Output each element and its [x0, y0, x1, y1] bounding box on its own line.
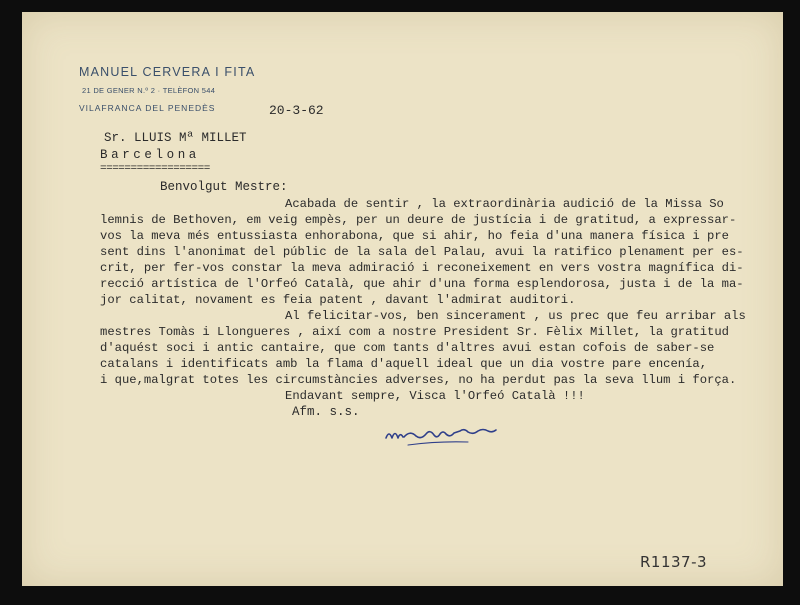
letterhead-city: VILAFRANCA DEL PENEDÈS: [79, 103, 216, 113]
archive-reference: R1137-3: [640, 553, 708, 571]
body-line: vos la meva més entussiasta enhorabona, que si ahir, ho feia d'una manera física i pre: [100, 229, 729, 243]
body-line: i que,malgrat totes les circumstàncies adverses, no ha perdut pas la seva llum i força.: [100, 373, 737, 387]
body-line: Acabada de sentir , la extraordinària audició de la Missa So: [285, 197, 724, 211]
body-line: jor calitat, novament es feia patent , davant l'admirat auditori.: [100, 293, 576, 307]
body-line: lemnis de Bethoven, em veig empès, per un deure de justícia i de gratitud, a expressar-: [100, 213, 737, 227]
body-line: crit, per fer-vos constar la meva admiració i reconeixement en vers vostra magnífica di-: [100, 261, 744, 275]
body-line: Endavant sempre, Visca l'Orfeó Català !!!: [285, 389, 585, 403]
recipient-city: Barcelona: [100, 148, 200, 162]
handwritten-signature: [382, 418, 532, 454]
letter-paper: [22, 12, 783, 586]
body-line: recció artística de l'Orfeó Català, que ahir d'una forma esplendorosa, justa i de la ma-: [100, 277, 744, 291]
closing: Afm. s.s.: [292, 405, 360, 419]
body-line: Al felicitar-vos, ben sincerament , us prec que feu arribar als: [285, 309, 746, 323]
letter-date: 20-3-62: [269, 103, 324, 118]
body-line: sent dins l'anonimat del públic de la sala del Palau, avui la ratifico plenament per es-: [100, 245, 744, 259]
salutation: Benvolgut Mestre:: [160, 180, 288, 194]
body-line: mestres Tomàs i Llongueres , així com a nostre President Sr. Fèlix Millet, la gratitud: [100, 325, 729, 339]
recipient-underline: ==================: [100, 163, 210, 175]
body-line: d'aquést soci i antic cantaire, que com tants d'altres avui estan cofois de saber-se: [100, 341, 715, 355]
letterhead-name: MANUEL CERVERA I FITA: [79, 65, 256, 79]
body-line: catalans i identificats amb la flama d'aquell ideal que un dia vostre pare encenía,: [100, 357, 708, 371]
letterhead-address: 21 DE GENER N.º 2 · TELÈFON 544: [82, 86, 216, 95]
recipient-name: Sr. LLUIS Mª MILLET: [104, 131, 247, 145]
